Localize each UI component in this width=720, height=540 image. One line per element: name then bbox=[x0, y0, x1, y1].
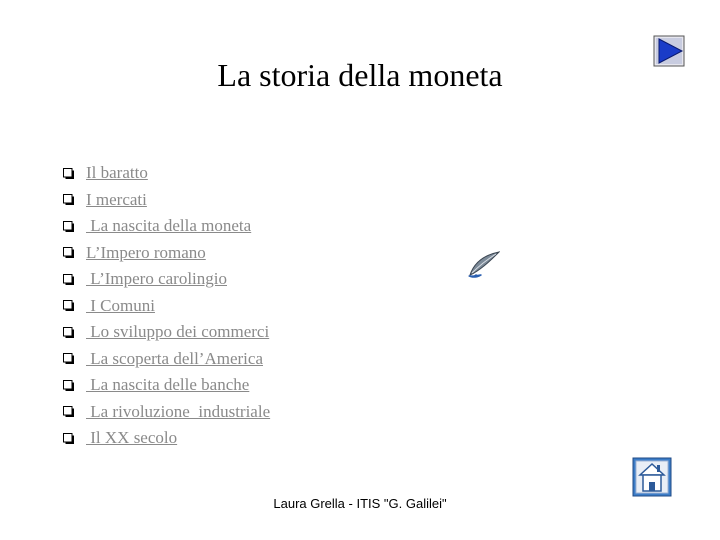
list-item bbox=[63, 266, 270, 293]
topic-link[interactable]: Il XX secolo bbox=[86, 428, 178, 448]
list-item bbox=[63, 213, 270, 240]
list-item bbox=[63, 372, 270, 399]
home-button[interactable] bbox=[632, 457, 672, 497]
topic-list bbox=[63, 160, 270, 452]
square-bullet-icon bbox=[63, 327, 74, 338]
list-item bbox=[63, 160, 270, 187]
list-item bbox=[63, 399, 270, 426]
square-bullet-icon bbox=[63, 300, 74, 311]
topic-link[interactable]: L’Impero romano bbox=[86, 242, 206, 262]
square-bullet-icon bbox=[63, 353, 74, 364]
list-item bbox=[63, 346, 270, 373]
topic-link[interactable]: Il baratto bbox=[86, 163, 148, 183]
square-bullet-icon bbox=[63, 247, 74, 258]
list-item bbox=[63, 187, 270, 214]
topic-link[interactable]: La scoperta dell’America bbox=[86, 348, 263, 368]
square-bullet-icon bbox=[63, 221, 74, 232]
topic-link[interactable]: La rivoluzione industriale bbox=[86, 401, 271, 421]
square-bullet-icon bbox=[63, 194, 74, 205]
topic-link[interactable]: La nascita della moneta bbox=[86, 216, 252, 236]
square-bullet-icon bbox=[63, 168, 74, 179]
topic-link[interactable]: Lo sviluppo dei commerci bbox=[86, 322, 270, 342]
quill-icon bbox=[466, 249, 500, 279]
topic-link[interactable]: La nascita delle banche bbox=[86, 375, 250, 395]
play-arrow-icon bbox=[653, 35, 685, 67]
list-item bbox=[63, 319, 270, 346]
list-item bbox=[63, 240, 270, 267]
next-slide-button[interactable] bbox=[653, 35, 685, 67]
square-bullet-icon bbox=[63, 380, 74, 391]
home-icon bbox=[632, 457, 672, 497]
list-item bbox=[63, 293, 270, 320]
list-item bbox=[63, 425, 270, 452]
square-bullet-icon bbox=[63, 274, 74, 285]
topic-link[interactable]: I Comuni bbox=[86, 295, 155, 315]
footer-credit: Laura Grella - ITIS "G. Galilei" bbox=[273, 496, 447, 511]
square-bullet-icon bbox=[63, 406, 74, 417]
topic-link[interactable]: L’Impero carolingio bbox=[86, 269, 227, 289]
topic-link[interactable]: I mercati bbox=[86, 189, 147, 209]
slide-title: La storia della moneta bbox=[217, 57, 503, 93]
square-bullet-icon bbox=[63, 433, 74, 444]
